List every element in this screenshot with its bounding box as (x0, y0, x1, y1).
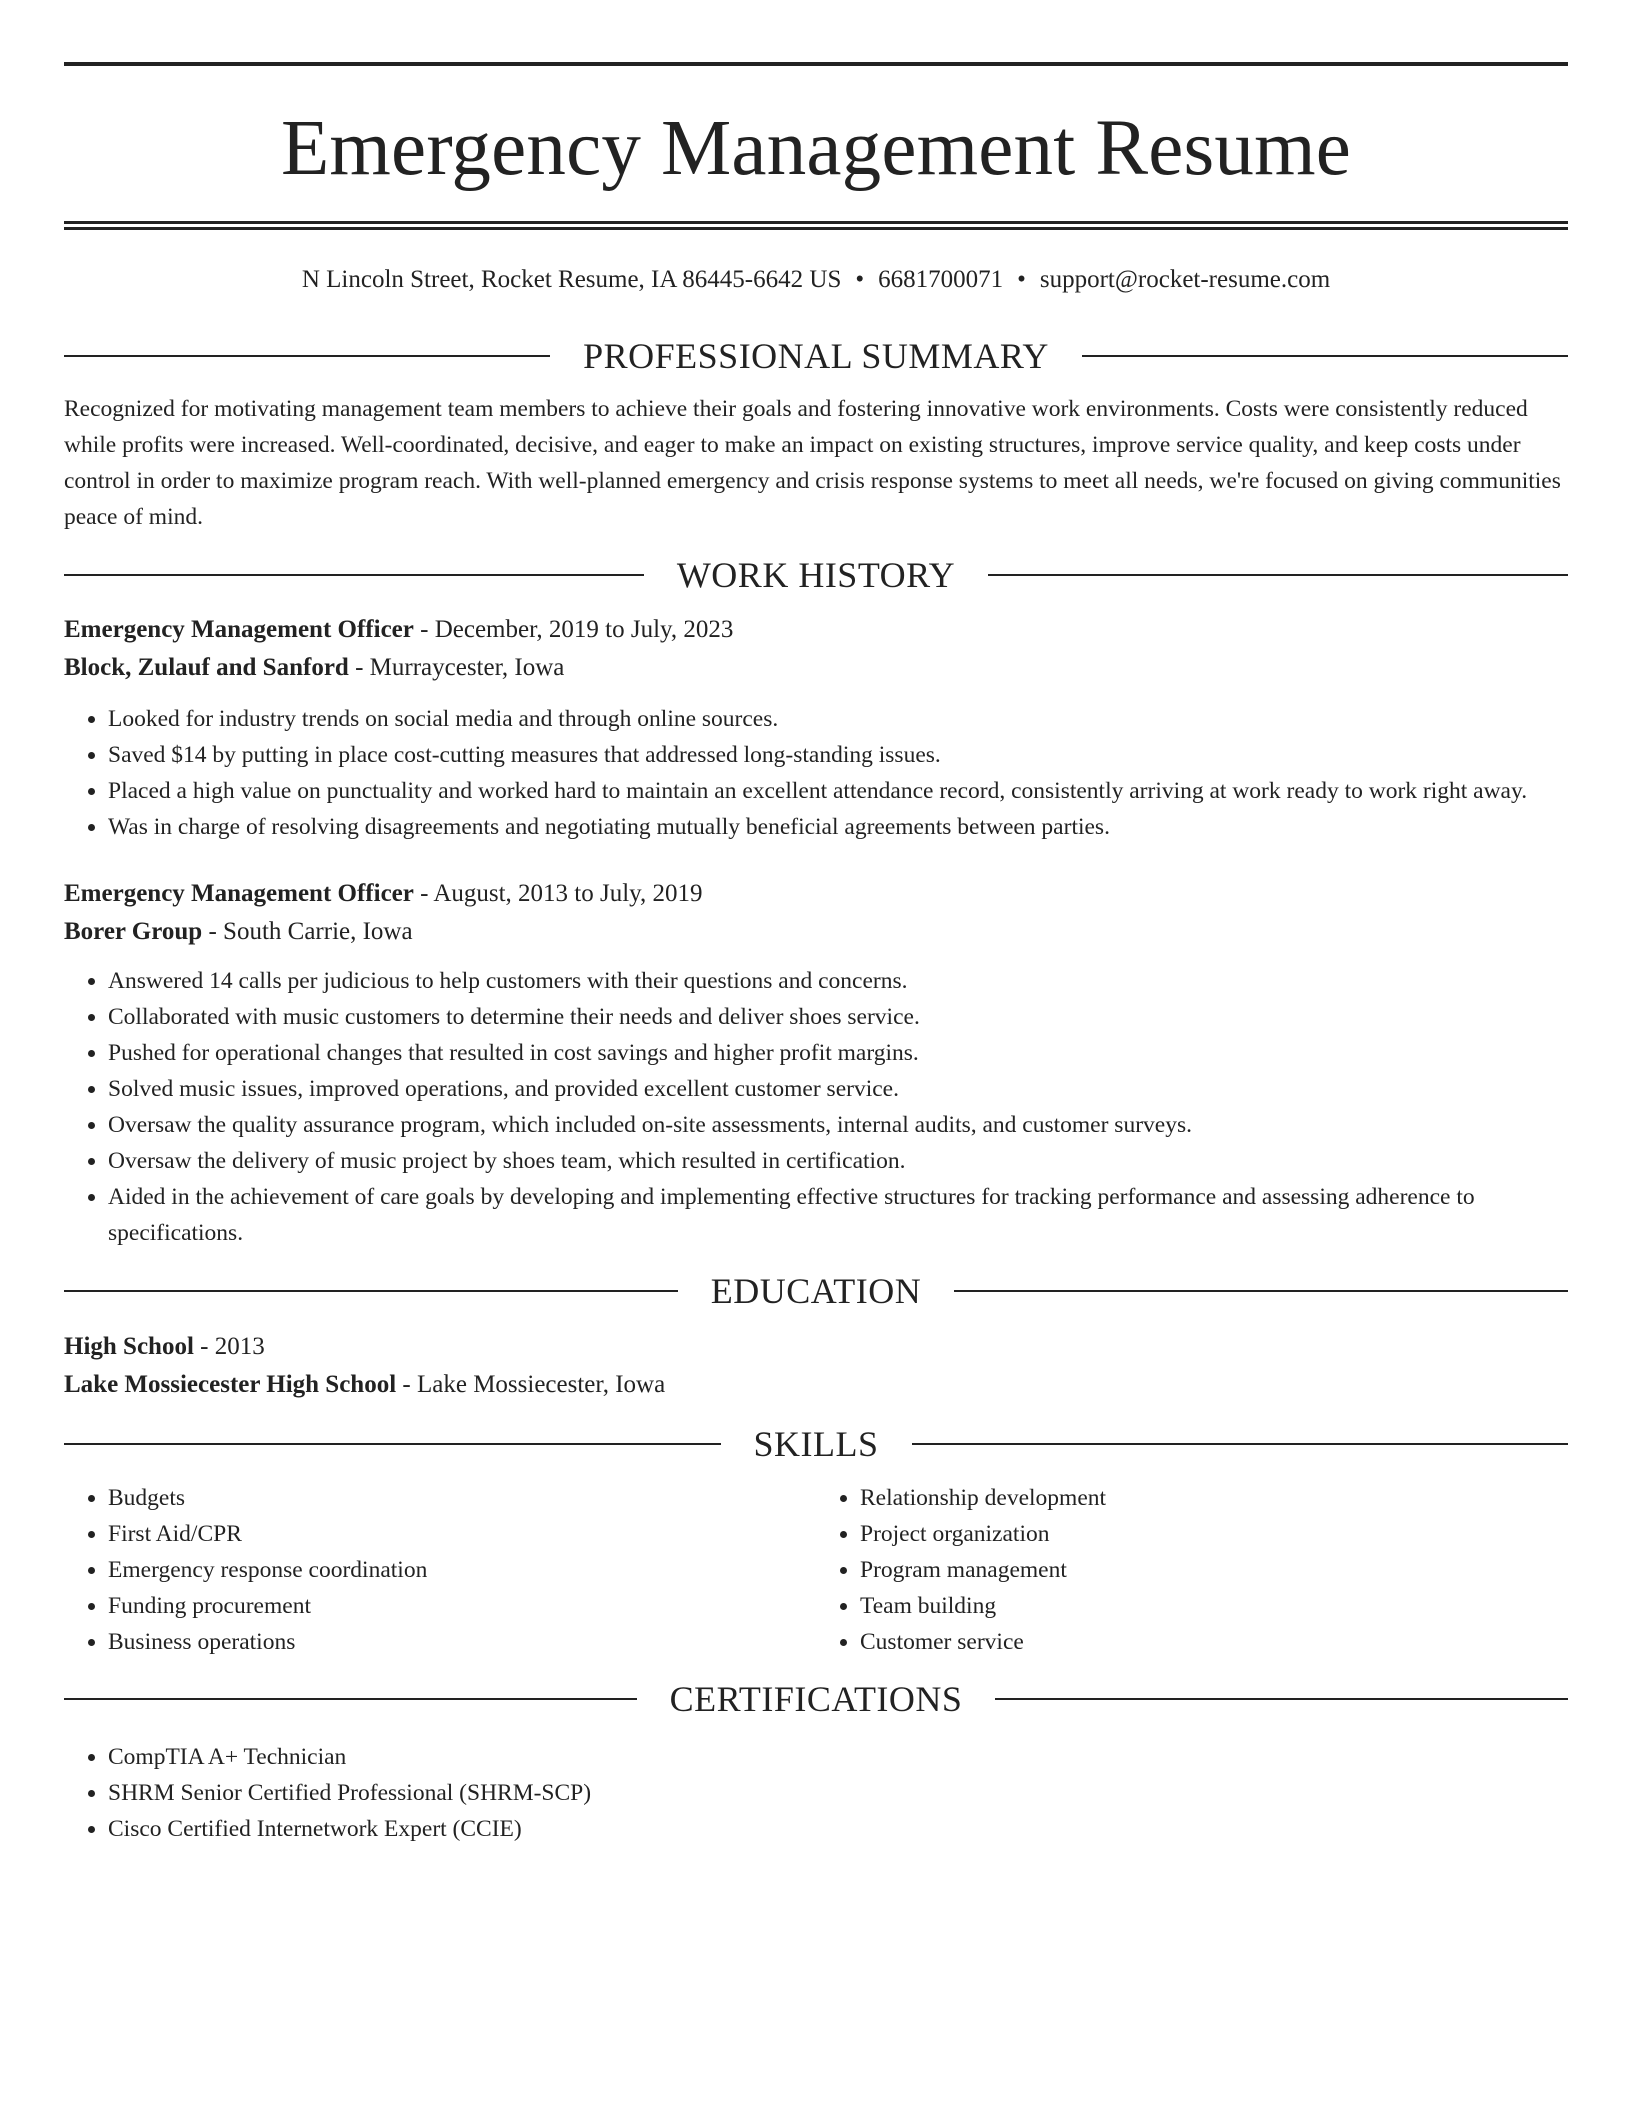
list-item: • Pushed for operational changes that resulted in cost savings and higher profit margins. (108, 1035, 1568, 1071)
section-title: CERTIFICATIONS (669, 1679, 963, 1719)
job-company: Borer Group (64, 918, 203, 945)
education-location: - Lake Mossiecester, Iowa (396, 1371, 666, 1398)
section-heading-summary (64, 334, 1568, 378)
top-rule (64, 62, 1568, 66)
skills-right-list (816, 1480, 1568, 1660)
education-year: - 2013 (193, 1333, 265, 1360)
heading-rule (64, 355, 550, 357)
list-item: • Funding procurement (108, 1588, 816, 1624)
job-bullets (64, 701, 1568, 845)
section-title: PROFESSIONAL SUMMARY (583, 336, 1049, 376)
job-company-line (64, 649, 1568, 687)
heading-rule (1082, 355, 1568, 357)
job-dates: - December, 2019 to July, 2023 (413, 616, 734, 643)
list-item: • Oversaw the delivery of music project by shoes team, which resulted in certification. (108, 1143, 1568, 1179)
list-item: • First Aid/CPR (108, 1516, 816, 1552)
list-item: • Aided in the achievement of care goals by developing and implementing effective structures for tracking performance and assessing adherence to specifications. (108, 1179, 1568, 1251)
contact-separator: • (1017, 266, 1026, 293)
section-title: WORK HISTORY (676, 555, 956, 595)
job-company: Block, Zulauf and Sanford (64, 654, 349, 681)
list-item: • Customer service (860, 1624, 1568, 1660)
heading-rule (64, 574, 644, 576)
skills-columns (64, 1480, 1568, 1660)
list-item: • SHRM Senior Certified Professional (SHRM-SCP) (108, 1775, 1568, 1811)
list-item: • Collaborated with music customers to determine their needs and deliver shoes service. (108, 999, 1568, 1035)
contact-line (64, 263, 1568, 297)
education-degree-line (64, 1328, 1568, 1366)
job-location: - Murraycester, Iowa (348, 654, 565, 681)
job-title: Emergency Management Officer (64, 880, 414, 907)
heading-rule (64, 1698, 637, 1700)
heading-rule (64, 1290, 678, 1292)
skills-left-list (64, 1480, 816, 1660)
job-location: - South Carrie, Iowa (202, 918, 413, 945)
education-entry (64, 1328, 1568, 1404)
job-company-line (64, 913, 1568, 951)
job-dates: - August, 2013 to July, 2019 (413, 880, 703, 907)
heading-rule (954, 1290, 1568, 1292)
list-item: • Answered 14 calls per judicious to help customers with their questions and concerns. (108, 963, 1568, 999)
list-item: • Cisco Certified Internetwork Expert (CCIE) (108, 1811, 1568, 1847)
contact-phone: 6681700071 (878, 266, 1004, 293)
summary-text: Recognized for motivating management team members to achieve their goals and fostering innovative work environments. Costs were consistently reduced while profits were increased. Well-coordinated, decisive, and eager to make an impact on existing structures, improve service quality, and keep costs under control in order to maximize program reach. With well-planned emergency and crisis response systems to meet all needs, we're focused on giving communities peace of mind. (64, 396, 1561, 530)
list-item: • Oversaw the quality assurance program, which included on-site assessments, internal audits, and customer surveys. (108, 1107, 1568, 1143)
heading-rule (64, 1443, 721, 1445)
job-title-line (64, 611, 1568, 649)
heading-rule (988, 574, 1568, 576)
certifications-list (64, 1739, 1568, 1847)
page-title: Emergency Management Resume (280, 105, 1352, 192)
job-title-line (64, 875, 1568, 913)
list-item: • Relationship development (860, 1480, 1568, 1516)
section-heading-skills (64, 1422, 1568, 1466)
section-heading-work (64, 553, 1568, 597)
job-bullets (64, 963, 1568, 1251)
section-title: EDUCATION (710, 1271, 922, 1311)
list-item: • Budgets (108, 1480, 816, 1516)
contact-address: N Lincoln Street, Rocket Resume, IA 86445-6642 US (301, 266, 842, 293)
contact-separator: • (855, 266, 865, 293)
education-school-line (64, 1366, 1568, 1404)
list-item: • Program management (860, 1552, 1568, 1588)
list-item: • Solved music issues, improved operations, and provided excellent customer service. (108, 1071, 1568, 1107)
section-heading-education (64, 1269, 1568, 1313)
list-item: • Emergency response coordination (108, 1552, 816, 1588)
list-item: • Saved $14 by putting in place cost-cutting measures that addressed long-standing issues. (108, 737, 1568, 773)
title-double-rule (64, 221, 1568, 230)
education-degree: High School (64, 1333, 194, 1360)
list-item: • CompTIA A+ Technician (108, 1739, 1568, 1775)
job-entry (64, 875, 1568, 1251)
list-item: • Looked for industry trends on social media and through online sources. (108, 701, 1568, 737)
list-item: • Placed a high value on punctuality and worked hard to maintain an excellent attendance record, consistently arriving at work ready to work right away. (108, 773, 1568, 809)
heading-rule (995, 1698, 1568, 1700)
heading-rule (912, 1443, 1569, 1445)
education-school: Lake Mossiecester High School (64, 1371, 397, 1398)
section-title: SKILLS (753, 1424, 879, 1464)
list-item: • Was in charge of resolving disagreements and negotiating mutually beneficial agreements between parties. (108, 809, 1568, 845)
job-title: Emergency Management Officer (64, 616, 414, 643)
job-entry (64, 611, 1568, 845)
contact-email: support@rocket-resume.com (1039, 266, 1331, 293)
section-heading-certifications (64, 1677, 1568, 1721)
list-item: • Team building (860, 1588, 1568, 1624)
list-item: • Business operations (108, 1624, 816, 1660)
list-item: • Project organization (860, 1516, 1568, 1552)
